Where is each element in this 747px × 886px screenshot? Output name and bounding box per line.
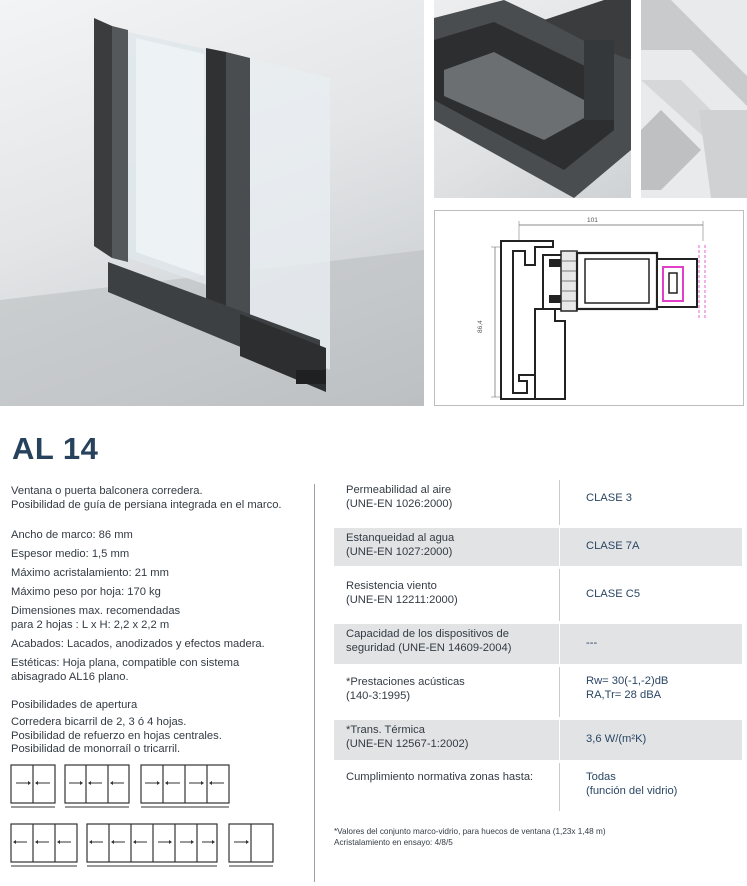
spec-frame-width: Ancho de marco: 86 mm [11,529,133,541]
opening-scheme-3-leaves-tricarril [10,822,80,868]
perf-label: *Trans. Térmica (UNE-EN 12567-1:2002) [346,724,469,750]
perf-row-water [334,528,742,566]
perf-label: Permeabilidad al aire (UNE-EN 1026:2000) [346,484,453,510]
perf-value: CLASE C5 [586,588,641,600]
opening-scheme-monorail [228,822,276,868]
perf-label: Cumplimiento normativa zonas hasta: [346,771,534,783]
perf-value: 3,6 W/(m²K) [586,733,647,745]
spec-thickness: Espesor medio: 1,5 mm [11,548,130,560]
perf-label: Resistencia viento (UNE-EN 12211:2000) [346,580,458,606]
opening-text: Corredera bicarril de 2, 3 ó 4 hojas. Posibilidad de refuerzo en hojas centrales. Posibilidad de monorraíl o tricarril. [11,716,222,755]
column-divider [314,484,315,882]
perf-label: Capacidad de los dispositivos de seguridad (UNE-EN 14609-2004) [346,628,512,654]
perf-value: CLASE 3 [586,492,633,504]
perf-row-acoustic [334,667,742,717]
perf-row-air [334,480,742,525]
perf-value: Rw= 30(-1,-2)dB RA,Tr= 28 dBA [586,675,669,701]
opening-heading: Posibilidades de apertura [11,699,138,711]
perf-value: Todas (función del vidrio) [586,771,678,797]
spec-weight: Máximo peso por hoja: 170 kg [11,586,161,598]
spec-finishes: Acabados: Lacados, anodizados y efectos madera. [11,638,265,650]
perf-value: CLASE 7A [586,540,640,552]
perf-value: --- [586,637,598,649]
intro-text: Ventana o puerta balconera corredera. Posibilidad de guía de persiana integrada en el marco. [11,485,282,511]
perf-row-wind [334,569,742,621]
profile-section-drawing [434,210,744,406]
opening-scheme-6-leaves [86,822,220,868]
footnote: *Valores del conjunto marco-vidrio, para huecos de ventana (1,23x 1,48 m) Acristalamiento en ensayo: 4/8/5 [334,827,606,847]
spec-glazing: Máximo acristalamiento: 21 mm [11,567,169,579]
perf-label: *Prestaciones acústicas (140-3:1995) [346,676,465,702]
product-photo-sliding-window [0,0,424,406]
profile-detail-photo [434,0,631,198]
opening-scheme-4-leaves [140,763,232,809]
opening-scheme-2-leaves [10,763,58,809]
brand-logo-watermark [641,0,747,198]
dimension-height-label: 86,4 [477,320,484,333]
perf-row-security [334,624,742,664]
perf-row-compliance [334,763,742,811]
dimension-width-label: 101 [587,217,598,224]
product-title: AL 14 [12,431,99,466]
spec-dimensions: Dimensiones max. recomendadas para 2 hojas : L x H: 2,2 x 2,2 m [11,605,181,631]
opening-scheme-3-leaves [64,763,132,809]
perf-label: Estanqueidad al agua (UNE-EN 1027:2000) [346,532,455,558]
spec-aesthetics: Estéticas: Hoja plana, compatible con sistema abisagrado AL16 plano. [11,657,240,683]
perf-row-thermal [334,720,742,760]
